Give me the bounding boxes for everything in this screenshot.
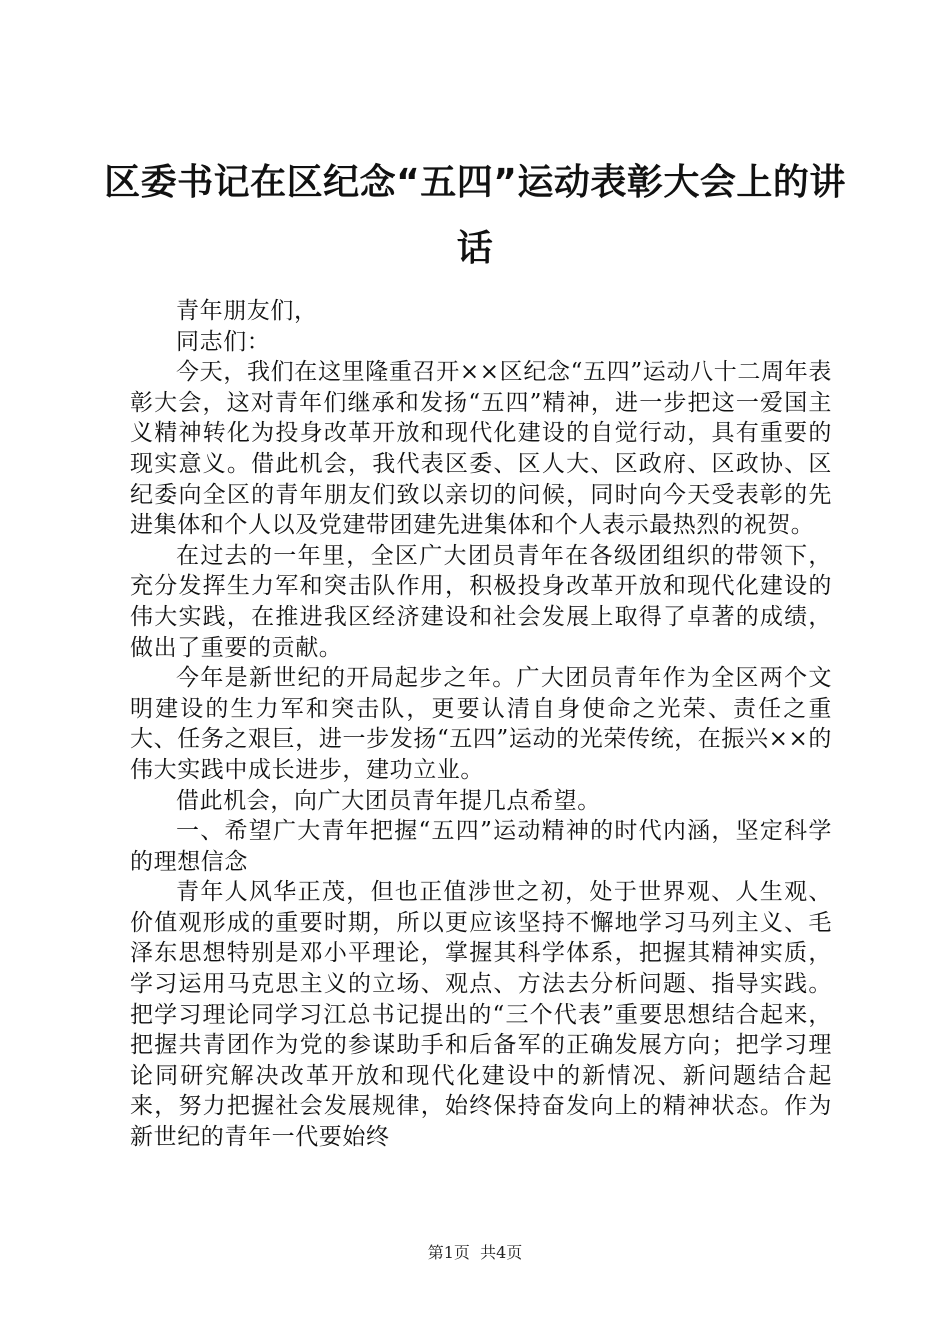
document-title: 区委书记在区纪念“五四”运动表彰大会上的讲话 [104,162,846,269]
paragraph: 同志们： [176,328,271,355]
page-footer [0,1243,950,1263]
paragraph: 今天，我们在这里隆重召开××区纪念“五四”运动八十二周年表彰大会，这对青年们继承和发扬“五四”精神，进一步把这一爱国主义精神转化为投身改革开放和现代化建设的自觉行动，具有重要的现实意义。借此机会，我代表区委、区人大、区政府、区政协、区纪委向全区的青年朋友们致以亲切的问候，同时向今天受表彰的先进集体和个人以及党建带团建先进集体和个人表示最热烈的祝贺。 [130,359,832,539]
paragraph: 青年人风华正茂，但也正值涉世之初，处于世界观、人生观、价值观形成的重要时期，所以更应该坚持不懈地学习马列主义、毛泽东思想特别是邓小平理论，掌握其科学体系，把握其精神实质，学习运用马克思主义的立场、观点、方法去分析问题、指导实践。把学习理论同学习江总书记提出的“三个代表”重要思想结合起来，把握共青团作为党的参谋助手和后备军的正确发展方向；把学习理论同研究解决改革开放和现代化建设中的新情况、新问题结合起来，努力把握社会发展规律，始终保持奋发向上的精神状态。作为新世纪的青年一代要始终 [130,879,832,1151]
page-number: 第1页 [427,1243,470,1262]
paragraph: 在过去的一年里，全区广大团员青年在各级团组织的带领下，充分发挥生力军和突击队作用，积极投身改革开放和现代化建设的伟大实践，在推进我区经济建设和社会发展上取得了卓著的成绩，做出了重要的贡献。 [130,542,832,661]
document-body [130,296,832,1153]
paragraph: 借此机会，向广大团员青年提几点希望。 [176,787,601,814]
paragraph: 一、希望广大青年把握“五四”运动精神的时代内涵，坚定科学的理想信念 [130,818,832,875]
paragraph: 青年朋友们， [176,298,318,324]
paragraph: 今年是新世纪的开局起步之年。广大团员青年作为全区两个文明建设的生力军和突击队，更要认清自身使命之光荣、责任之重大、任务之艰巨，进一步发扬“五四”运动的光荣传统，在振兴××的伟大实践中成长进步，建功立业。 [130,665,832,783]
page-total: 共4页 [480,1243,523,1262]
